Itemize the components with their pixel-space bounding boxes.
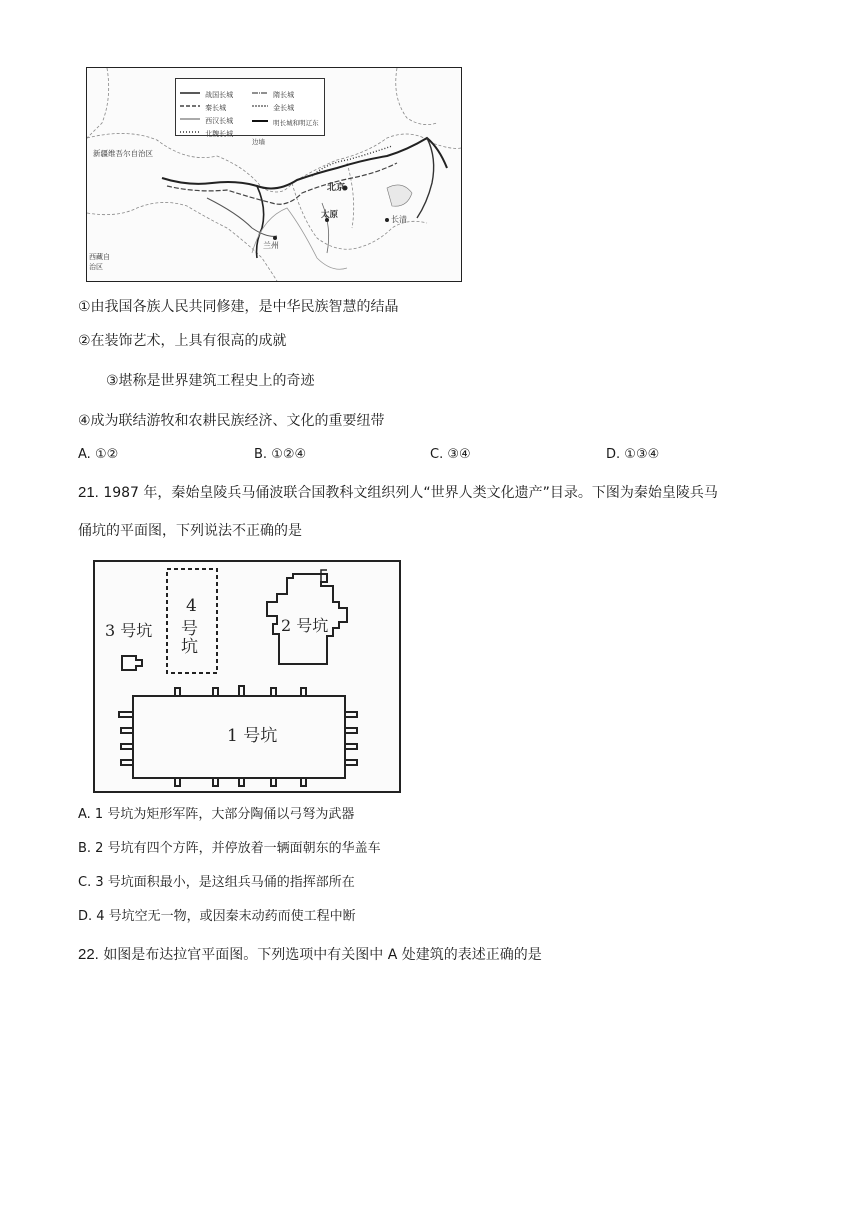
q21-stem-line-2: 俑坑的平面图，下列说法不正确的是: [78, 523, 302, 539]
terracotta-pits-plan: [93, 560, 401, 793]
map-label-lanzhou: 兰州: [263, 241, 279, 250]
map-label-xinjiang: 新疆维吾尔自治区: [93, 149, 153, 158]
q22-stem: 22. 如图是布达拉官平面图。下列选项中有关图中 A 处建筑的表述正确的是: [78, 946, 542, 963]
pits-drawing: [95, 562, 399, 791]
q20-option-a[interactable]: A. ①②: [78, 447, 119, 462]
map-label-xizang: 西藏自治区: [89, 253, 110, 271]
statement-3: ③堪称是世界建筑工程史上的奇迹: [106, 373, 315, 389]
q22-number: 22.: [78, 946, 99, 963]
q20-option-b[interactable]: B. ①②④: [254, 447, 307, 462]
pit-3-label: 3 号坑: [105, 621, 153, 640]
legend-item: 北魏长城: [205, 130, 234, 138]
legend-item: 金长城: [273, 104, 295, 112]
legend-item: 秦长城: [205, 104, 227, 112]
legend-item: 战国长城: [205, 91, 234, 99]
map-label-changqing: 长清: [391, 215, 407, 224]
pit-1-label: 1 号坑: [227, 726, 278, 746]
great-wall-map: [86, 67, 462, 282]
q21-option-a[interactable]: A. 1 号坑为矩形军阵，大部分陶俑以弓弩为武器: [78, 807, 355, 822]
legend-item: 西汉长城: [205, 117, 234, 125]
pit-2-label: 2 号坑: [281, 616, 329, 635]
pit-4-label-keng: 坑: [181, 637, 198, 657]
map-label-beijing: 北京: [327, 183, 346, 193]
q20-option-d[interactable]: D. ①③④: [606, 447, 660, 462]
q21-option-d[interactable]: D. 4 号坑空无一物，或因秦末动药而使工程中断: [78, 909, 356, 924]
map-legend: [175, 78, 325, 146]
legend-item: 明长城和明辽东边墙: [252, 119, 319, 146]
changqing-marker: [385, 218, 389, 222]
q21-stem-line-1: 21. 1987 年，秦始皇陵兵马俑波联合国教科文组织列人“世界人类文化遗产”目录。下图为秦始皇陵兵马: [78, 484, 718, 501]
q20-option-c[interactable]: C. ③④: [430, 447, 471, 462]
q21-option-c[interactable]: C. 3 号坑面积最小，是这组兵马俑的指挥部所在: [78, 875, 355, 890]
legend-item: 隋长城: [273, 91, 295, 99]
statement-1: ①由我国各族人民共同修建，是中华民族智慧的结晶: [78, 299, 399, 315]
statement-4: ④成为联结游牧和农耕民族经济、文化的重要纽带: [78, 413, 385, 429]
q21-option-b[interactable]: B. 2 号坑有四个方阵，并停放着一辆面朝东的华盖车: [78, 841, 381, 856]
statement-2: ②在装饰艺术，上具有很高的成就: [78, 333, 287, 349]
q21-number: 21.: [78, 484, 99, 501]
map-label-taiyuan: 太原: [321, 210, 339, 220]
pit-4-label-hao: 号: [181, 619, 198, 639]
pit-4-label-number: 4: [186, 596, 197, 616]
